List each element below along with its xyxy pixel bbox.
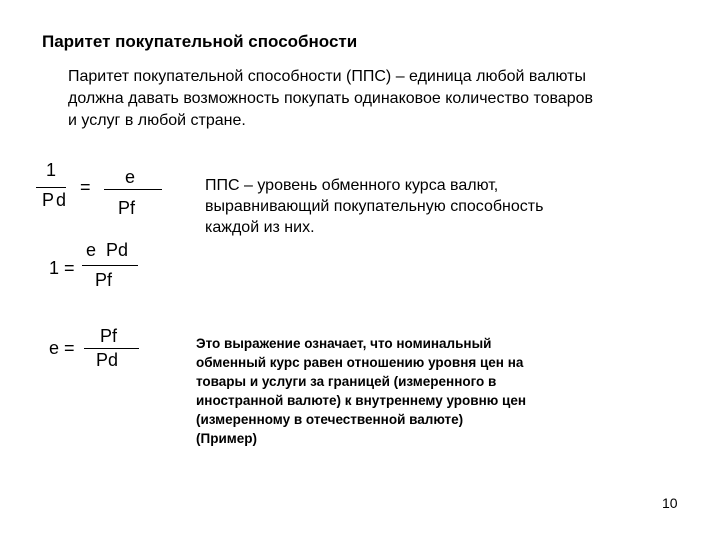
ppp-note bbox=[205, 175, 543, 238]
formula2-lhs: 1 = bbox=[49, 258, 75, 278]
definition-line: и услуг в любой стране. bbox=[68, 112, 246, 129]
page-number: 10 bbox=[662, 495, 678, 511]
formula1-right-denominator: Pf bbox=[118, 198, 136, 218]
formula1-right-numerator: e bbox=[125, 167, 136, 187]
explanation-line: (Пример) bbox=[196, 431, 257, 446]
ppp-note-line: выравнивающий покупательную способность bbox=[205, 198, 544, 215]
explanation-line: (измеренному в отечественной валюте) bbox=[196, 412, 464, 427]
explanation-line: обменный курс равен отношению уровня цен на bbox=[196, 355, 524, 370]
formula1-left-fraction-bar bbox=[36, 187, 66, 188]
formula3-lhs: e = bbox=[49, 338, 75, 358]
ppp-note-line: ППС – уровень обменного курса валют, bbox=[205, 177, 499, 194]
formula1-left-numerator: 1 bbox=[46, 160, 57, 180]
formula1-right-fraction-bar bbox=[104, 189, 162, 190]
formula2-numerator: e Pd bbox=[86, 240, 129, 260]
formula3-denominator: Pd bbox=[96, 350, 119, 370]
explanation-text bbox=[196, 334, 526, 448]
formula1-equals: = bbox=[80, 177, 91, 197]
formula3-fraction-bar bbox=[84, 348, 139, 349]
explanation-line: иностранной валюте) к внутреннему уровню цен bbox=[196, 393, 526, 408]
formula3-numerator: Pf bbox=[100, 326, 118, 346]
definition-text bbox=[68, 66, 708, 132]
slide-title: Паритет покупательной способности bbox=[42, 32, 358, 51]
formula1-left-denominator: Pd bbox=[42, 190, 69, 210]
formula2-fraction-bar bbox=[82, 265, 138, 266]
formula2-denominator: Pf bbox=[95, 270, 113, 290]
ppp-note-line: каждой из них. bbox=[205, 219, 315, 236]
explanation-line: товары и услуги за границей (измеренного в bbox=[196, 374, 497, 389]
definition-line: должна давать возможность покупать одинаковое количество товаров bbox=[68, 90, 593, 107]
explanation-line: Это выражение означает, что номинальный bbox=[196, 336, 492, 351]
definition-line: Паритет покупательной способности (ППС) – единица любой валюты bbox=[68, 68, 586, 85]
